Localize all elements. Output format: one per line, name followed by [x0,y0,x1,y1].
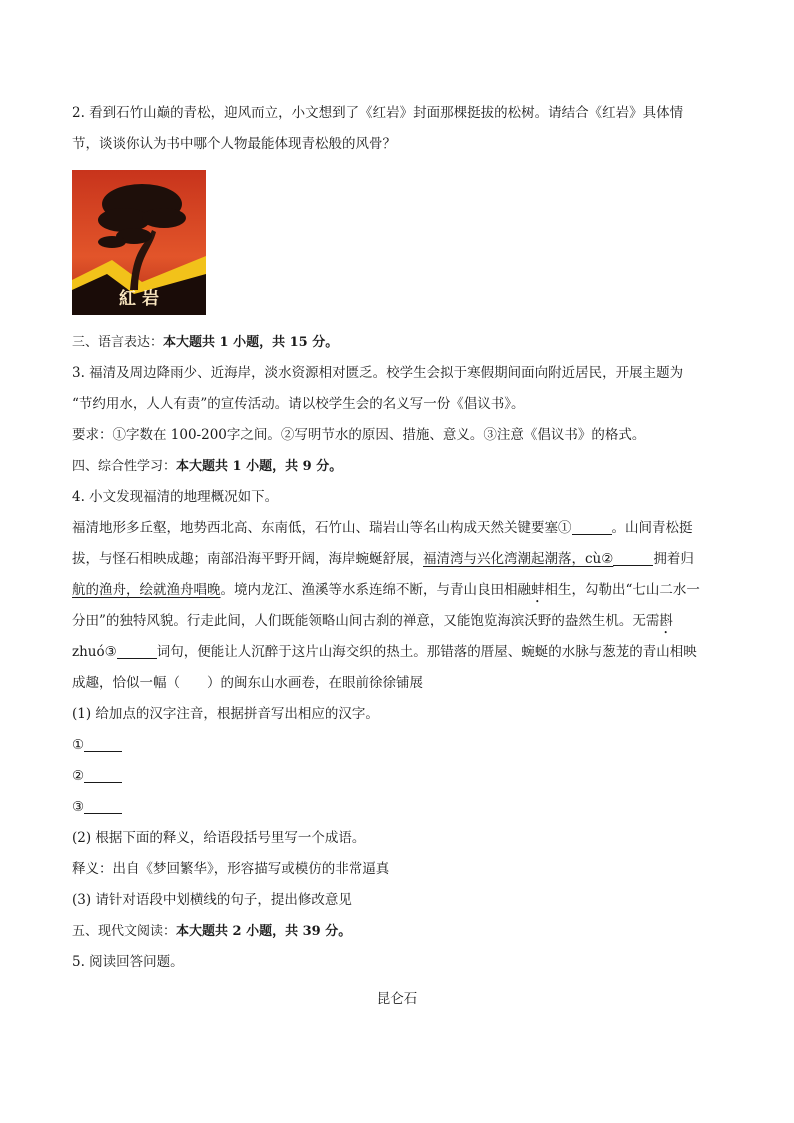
q4-passage-line5: zhuó③ 词句，便能让人沉醉于这片山海交织的热土。那错落的厝屋、蜿蜒的水脉与葱茏的青山相映 [72,644,697,660]
page-content [72,98,722,1015]
q4-intro: 4. 小文发现福清的地理概况如下。 [72,489,279,505]
q4-passage-line4: 分田”的独特风貌。行走此间，人们既能领略山间古刹的禅意，又能饱览海滨沃野的盎然生机。无需斟 [72,613,673,629]
q4-answer-3: ③ [72,792,722,823]
q4-passage-line3: 航的渔舟，绘就渔舟唱晚。境内龙江、渔溪等水系连绵不断，与青山良田相融蚌相生，勾勒出“七山二水一 [72,582,700,598]
q3-line1: 3. 福清及周边降雨少、近海岸，淡水资源相对匮乏。校学生会拟于寒假期间面向附近居民，开展主题为 [72,365,684,381]
answer-blank-2[interactable] [84,766,122,783]
q5-intro: 5. 阅读回答问题。 [72,954,184,970]
q4-answer-2: ② [72,761,722,792]
blank-2[interactable] [613,549,653,566]
q4-sub2: (2) 根据下面的释义，给语段括号里写一个成语。 [72,830,366,846]
q3-line2: “节约用水，人人有责”的宣传活动。请以校学生会的名义写一份《倡议书》。 [72,396,525,412]
cover-art [72,170,206,315]
q3-requirements: 要求：①字数在 100-200字之间。②写明节水的原因、措施、意义。③注意《倡议书》的格式。 [72,427,646,443]
blank-1[interactable] [572,518,612,535]
q4-sub1: (1) 给加点的汉字注音，根据拼音写出相应的汉字。 [72,706,379,722]
cover-title: 紅 岩 [119,289,159,309]
passage-title: 昆仑石 [376,991,418,1007]
q4-passage-line2: 拔，与怪石相映成趣；南部沿海平野开阔，海岸蜿蜒舒展，福清湾与兴化湾潮起潮落，cù② 拥着归 [72,551,694,567]
dotted-char-1: 蚌 [531,582,545,598]
q4-sub3: (3) 请针对语段中划横线的句子，提出修改意见 [72,892,352,908]
underlined-sentence-part1: 福清湾与兴化湾潮起潮落，cù② [423,551,614,567]
answer-blank-1[interactable] [84,735,122,752]
q4-passage-line1: 福清地形多丘壑，地势西北高、东南低，石竹山、瑞岩山等名山构成天然关键要塞① 。山间青松挺 [72,520,693,536]
section5-header: 五、现代文阅读：本大题共 2 小题，共 39 分。 [72,924,352,939]
q2-line1: 2. 看到石竹山巅的青松，迎风而立，小文想到了《红岩》封面那棵挺拔的松树。请结合《红岩》具体情 [72,105,684,121]
hongyan-cover-image [72,170,206,315]
blank-3[interactable] [117,642,157,659]
underlined-sentence-part2: 航的渔舟，绘就渔舟唱晚 [72,582,221,598]
dotted-char-2: 斟 [659,613,673,629]
q4-passage-line6: 成趣，恰似一幅（ ）的闽东山水画卷，在眼前徐徐铺展 [72,675,423,691]
answer-blank-3[interactable] [84,797,122,814]
q2-line2: 节，谈谈你认为书中哪个人物最能体现青松般的风骨？ [72,136,396,152]
section4-header: 四、综合性学习：本大题共 1 小题，共 9 分。 [72,459,343,474]
section3-header: 三、语言表达：本大题共 1 小题，共 15 分。 [72,335,339,350]
q4-definition: 释义：出自《梦回繁华》，形容描写或模仿的非常逼真 [72,861,390,877]
q4-answer-1: ① [72,730,722,761]
